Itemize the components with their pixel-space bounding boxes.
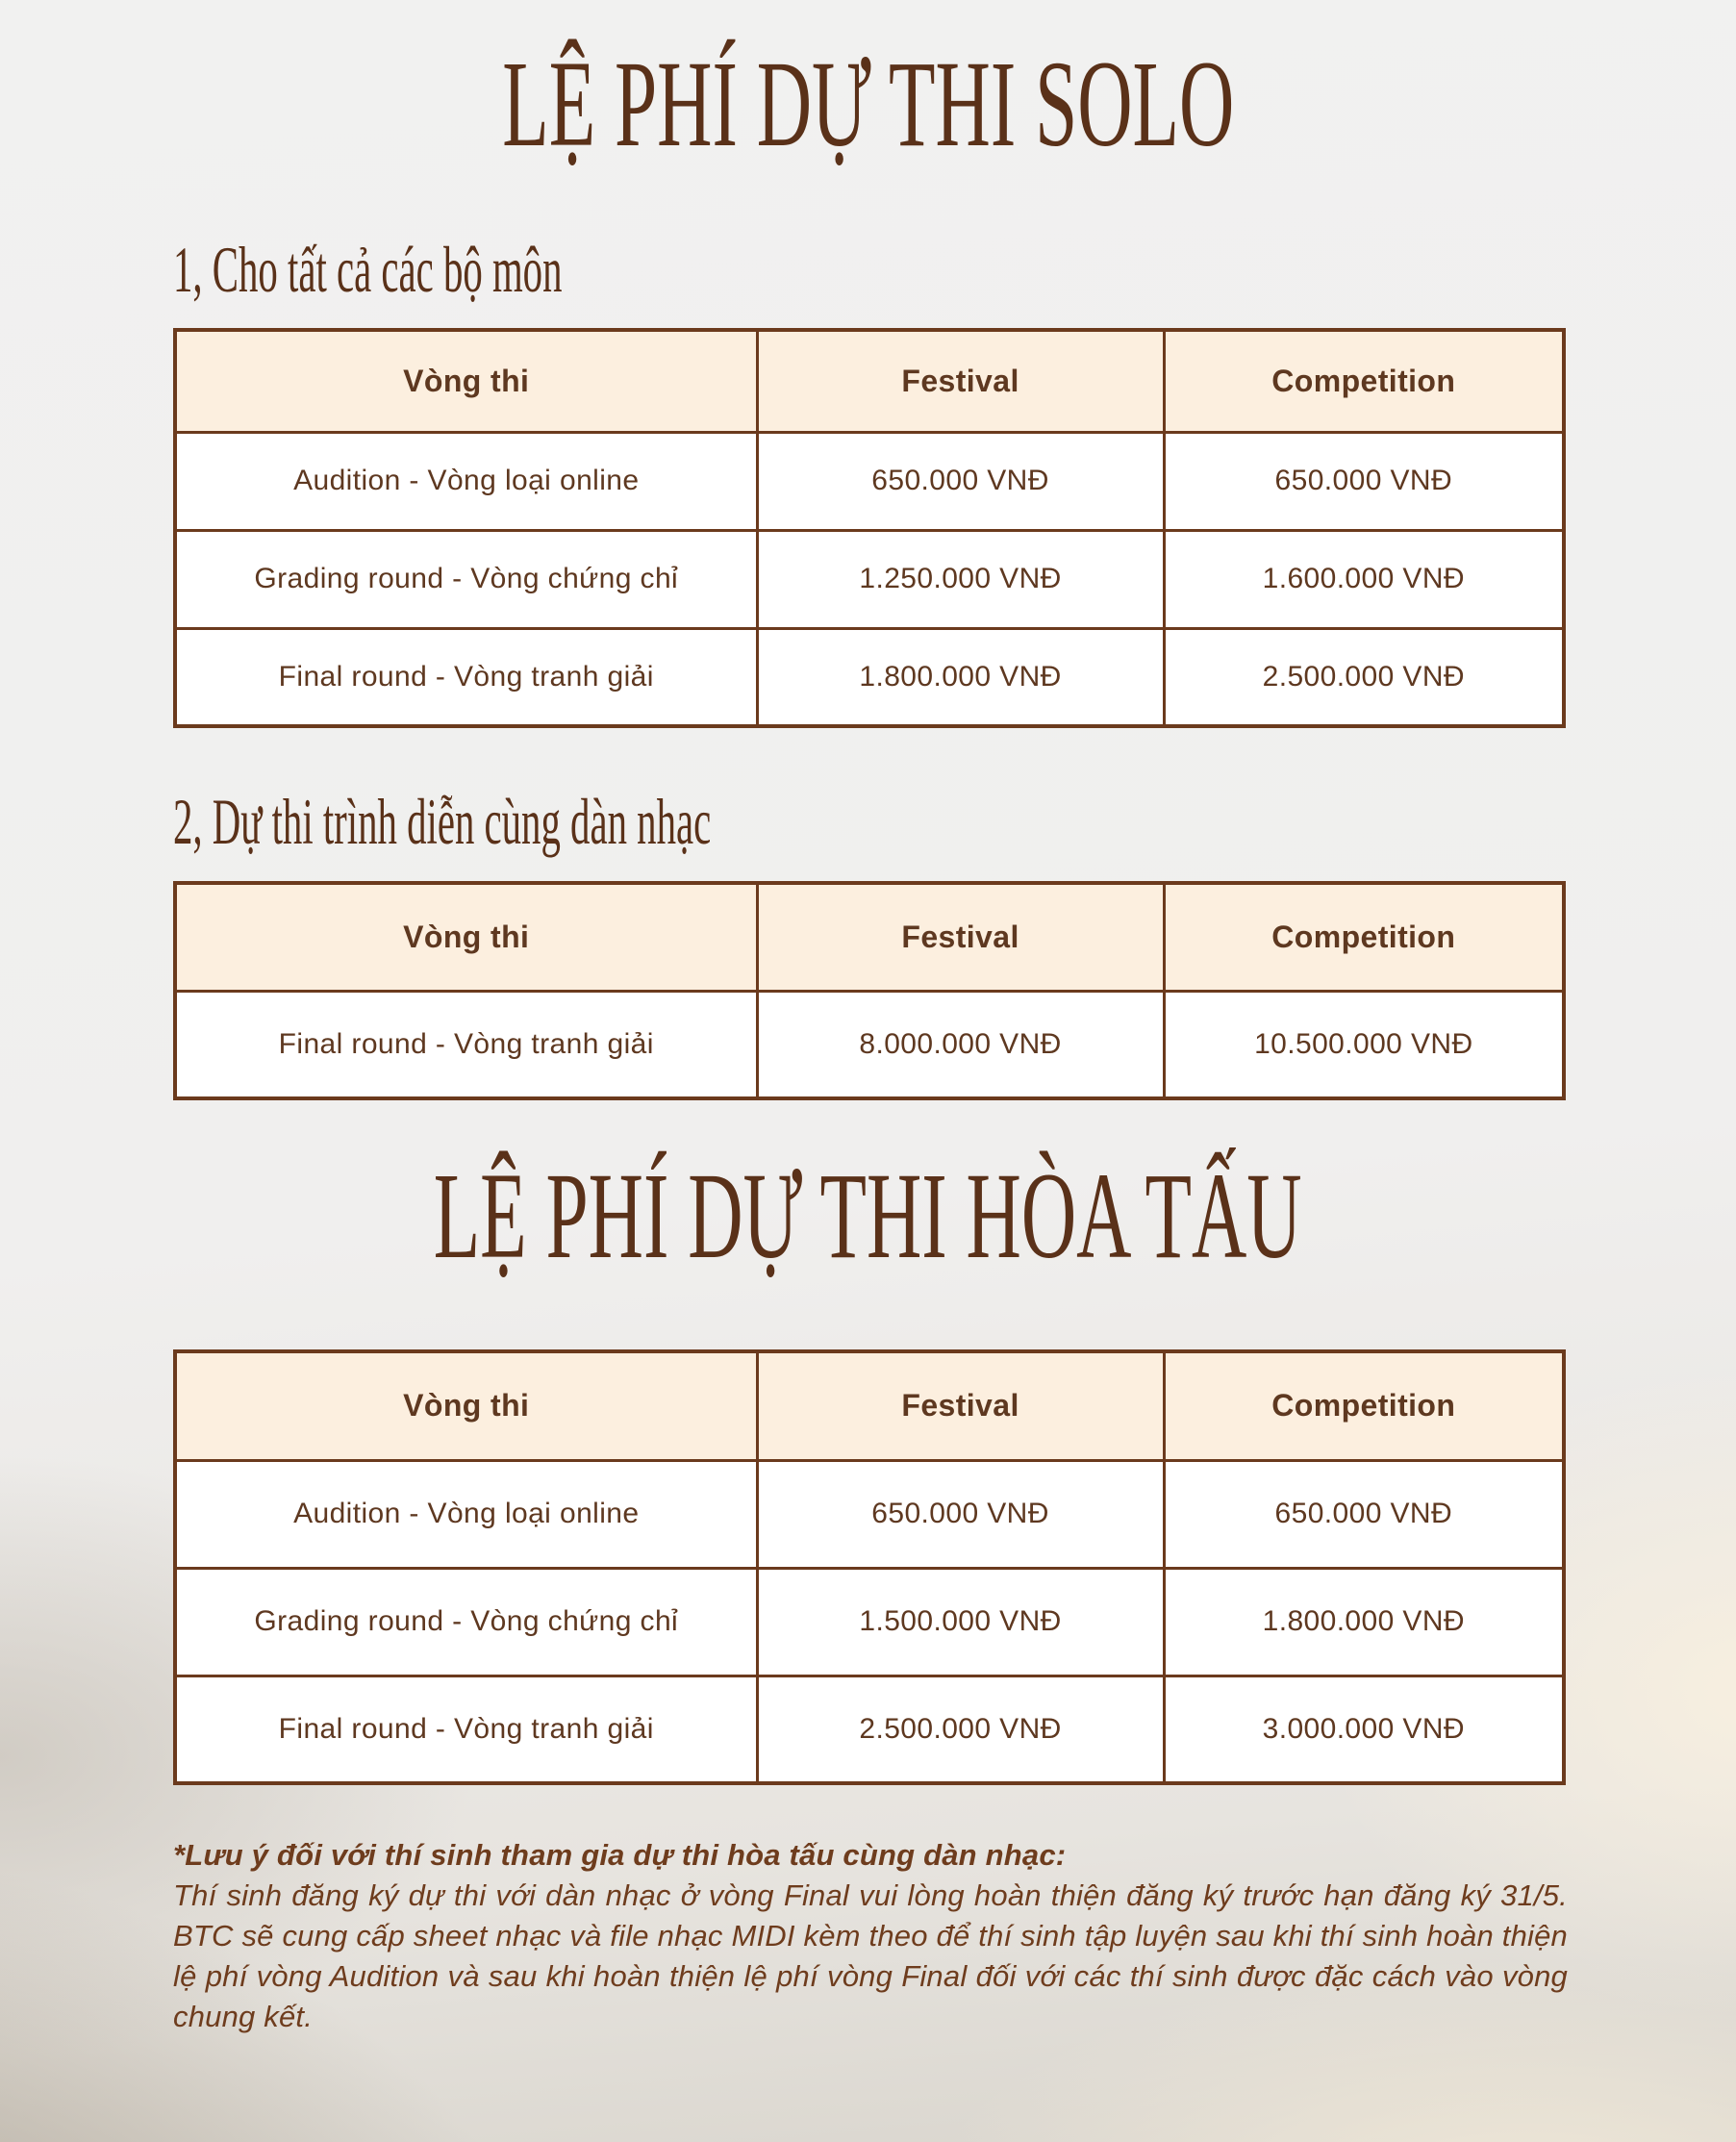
- round-cell: Final round - Vòng tranh giải: [175, 1676, 757, 1783]
- festival-fee-cell: 1.250.000 VNĐ: [757, 530, 1164, 628]
- table-row-audition: [175, 1460, 1564, 1568]
- column-header-round: Vòng thi: [175, 330, 757, 432]
- festival-fee-cell: 2.500.000 VNĐ: [757, 1676, 1164, 1783]
- round-cell: Audition - Vòng loại online: [175, 1460, 757, 1568]
- column-header-round: Vòng thi: [175, 883, 757, 991]
- table-row-final: [175, 628, 1564, 726]
- round-cell: Audition - Vòng loại online: [175, 432, 757, 530]
- page-title-solo-fees-text: LỆ PHÍ DỰ THI SOLO: [501, 36, 1235, 172]
- competition-fee-cell: 10.500.000 VNĐ: [1164, 991, 1564, 1098]
- competition-fee-cell: 650.000 VNĐ: [1164, 432, 1564, 530]
- page-title-ensemble-fees-text: LỆ PHÍ DỰ THI HÒA TẤU: [434, 1147, 1302, 1284]
- column-header-competition: Competition: [1164, 1351, 1564, 1460]
- solo-all-disciplines-fee-table-wrap: [173, 328, 1566, 728]
- competition-fee-cell: 650.000 VNĐ: [1164, 1460, 1564, 1568]
- solo-all-disciplines-fee-table: [173, 328, 1566, 728]
- festival-fee-cell: 650.000 VNĐ: [757, 1460, 1164, 1568]
- round-cell: Final round - Vòng tranh giải: [175, 628, 757, 726]
- festival-fee-cell: 8.000.000 VNĐ: [757, 991, 1164, 1098]
- festival-fee-cell: 1.800.000 VNĐ: [757, 628, 1164, 726]
- round-cell: Final round - Vòng tranh giải: [175, 991, 757, 1098]
- table-header-row: [175, 330, 1564, 432]
- table-row-grading: [175, 1568, 1564, 1676]
- column-header-round: Vòng thi: [175, 1351, 757, 1460]
- round-cell: Grading round - Vòng chứng chỉ: [175, 530, 757, 628]
- ensemble-fee-table: [173, 1349, 1566, 1785]
- section-heading-all-disciplines: [173, 233, 821, 306]
- page-title-solo-fees: [0, 36, 1736, 172]
- page-title-ensemble-fees: [0, 1147, 1736, 1284]
- competition-fee-cell: 1.600.000 VNĐ: [1164, 530, 1564, 628]
- competition-fee-cell: 3.000.000 VNĐ: [1164, 1676, 1564, 1783]
- solo-orchestra-fee-table: [173, 881, 1566, 1100]
- section-heading-with-orchestra-text: 2, Dự thi trình diễn cùng dàn nhạc: [173, 785, 712, 858]
- round-cell: Grading round - Vòng chứng chỉ: [175, 1568, 757, 1676]
- column-header-festival: Festival: [757, 330, 1164, 432]
- table-header-row: [175, 883, 1564, 991]
- table-row-grading: [175, 530, 1564, 628]
- table-row-audition: [175, 432, 1564, 530]
- orchestra-note-body: Thí sinh đăng ký dự thi với dàn nhạc ở vòng Final vui lòng hoàn thiện đăng ký trước hạn đăng ký 31/5. BTC sẽ cung cấp sheet nhạc và file nhạc MIDI kèm theo để thí sinh tập luyện sau khi thí sinh hoàn thiện lệ phí vòng Audition và sau khi hoàn thiện lệ phí vòng Final đối với các thí sinh được đặc cách vào vòng chung kết.: [173, 1878, 1568, 2033]
- festival-fee-cell: 650.000 VNĐ: [757, 432, 1164, 530]
- column-header-competition: Competition: [1164, 883, 1564, 991]
- column-header-festival: Festival: [757, 883, 1164, 991]
- column-header-competition: Competition: [1164, 330, 1564, 432]
- competition-fee-cell: 2.500.000 VNĐ: [1164, 628, 1564, 726]
- orchestra-note-title: *Lưu ý đối với thí sinh tham gia dự thi hòa tấu cùng dàn nhạc:: [173, 1838, 1067, 1872]
- table-row-final: [175, 1676, 1564, 1783]
- competition-fee-cell: 1.800.000 VNĐ: [1164, 1568, 1564, 1676]
- festival-fee-cell: 1.500.000 VNĐ: [757, 1568, 1164, 1676]
- column-header-festival: Festival: [757, 1351, 1164, 1460]
- table-header-row: [175, 1351, 1564, 1460]
- table-row-final: [175, 991, 1564, 1098]
- section-heading-all-disciplines-text: 1, Cho tất cả các bộ môn: [173, 233, 563, 306]
- ensemble-fee-table-wrap: [173, 1349, 1566, 1785]
- section-heading-with-orchestra: [173, 785, 1069, 858]
- orchestra-note: [173, 1835, 1568, 2037]
- solo-orchestra-fee-table-wrap: [173, 881, 1566, 1100]
